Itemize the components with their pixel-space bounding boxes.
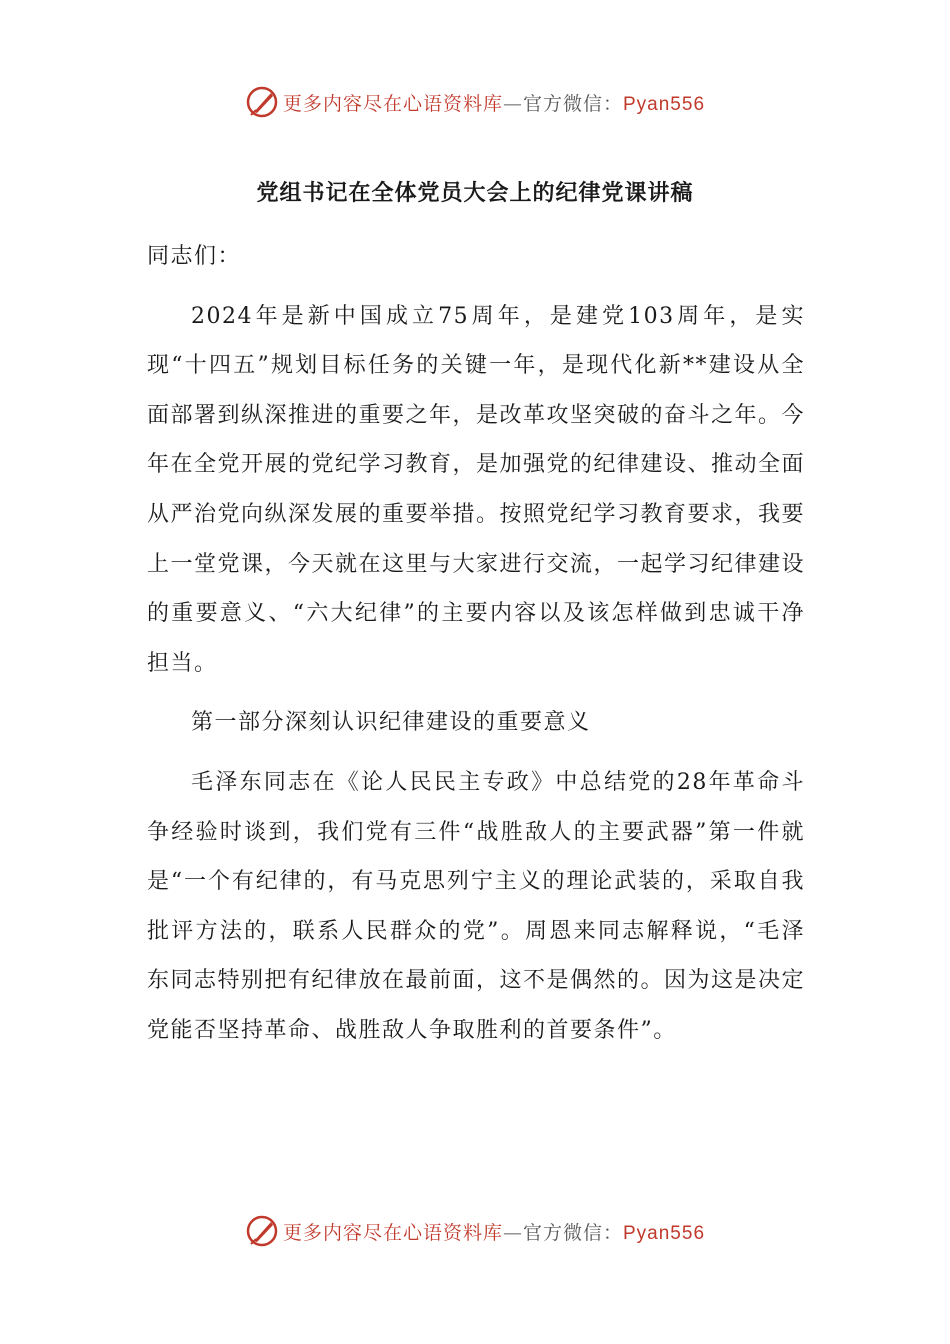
watermark-wechat-label: 官方微信： xyxy=(522,92,623,115)
watermark-separator: — xyxy=(502,1221,523,1244)
quill-pen-logo-icon xyxy=(245,1214,279,1248)
document-title: 党组书记在全体党员大会上的纪律党课讲稿 xyxy=(256,181,694,206)
watermark-brand: 更多内容尽在心语资料库 xyxy=(282,92,503,115)
watermark-wechat-label: 官方微信： xyxy=(522,1221,623,1244)
watermark-wechat-id: Pyan556 xyxy=(623,93,706,115)
header-watermark xyxy=(0,82,950,122)
watermark-text xyxy=(283,1218,705,1245)
quill-pen-logo-icon xyxy=(245,85,279,119)
watermark-text xyxy=(283,89,705,116)
footer-watermark xyxy=(0,1211,950,1251)
watermark-wechat-id: Pyan556 xyxy=(623,1222,706,1244)
paragraph-intro: 2024年是新中国成立75周年，是建党103周年，是实现“十四五”规划目标任务的关键一年，是现代化新**建设从全面部署到纵深推进的重要之年，是改革攻坚突破的奋斗之年。今年在全党开展的党纪学习教育，是加强党的纪律建设、推动全面从严治党向纵深发展的重要举措。按照党纪学习教育要求，我要上一堂党课，今天就在这里与大家进行交流，一起学习纪律建设的重要意义、“六大纪律”的主要内容以及该怎样做到忠诚干净担当。 xyxy=(147,303,806,676)
paragraph-mao-quote: 毛泽东同志在《论人民民主专政》中总结党的28年革命斗争经验时谈到，我们党有三件“战胜敌人的主要武器”第一件就是“一个有纪律的，有马克思列宁主义的理论武装的，采取自我批评方法的，联系人民群众的党”。周恩来同志解释说，“毛泽东同志特别把有纪律放在最前面，这不是偶然的。因为这是决定党能否坚持革命、战胜敌人争取胜利的首要条件”。 xyxy=(147,769,806,1043)
watermark-separator: — xyxy=(502,92,523,115)
watermark-brand: 更多内容尽在心语资料库 xyxy=(282,1221,503,1244)
greeting: 同志们： xyxy=(147,244,242,269)
document-body xyxy=(147,232,805,1056)
section-heading: 第一部分深刻认识纪律建设的重要意义 xyxy=(191,710,591,736)
